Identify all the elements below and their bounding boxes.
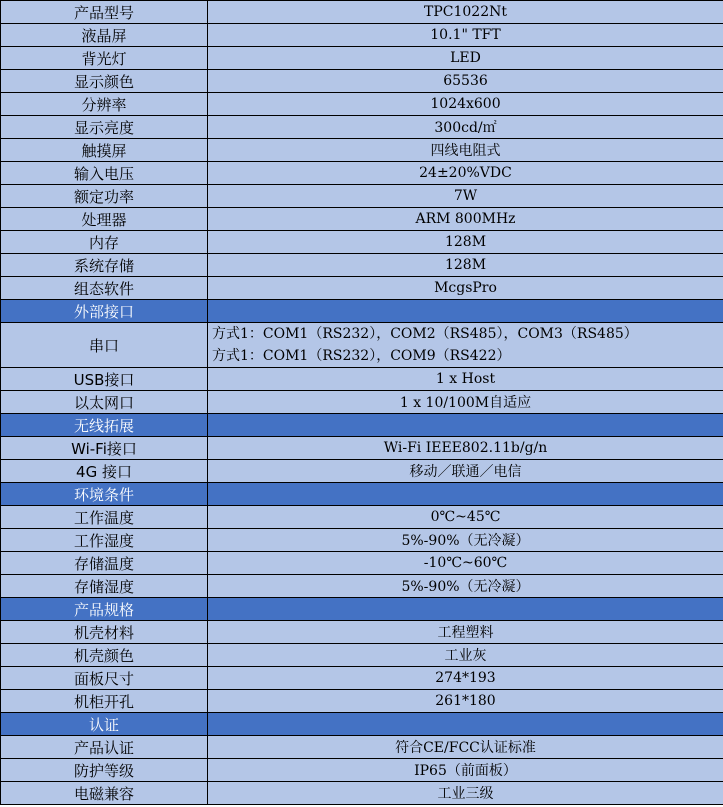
spec-row-power	[1, 185, 723, 208]
spec-label: 触摸屏	[1, 139, 208, 162]
spec-value: -10℃~60℃	[208, 552, 723, 575]
spec-value: 四线电阻式	[208, 139, 723, 162]
spec-value: 符合CE/FCC认证标准	[208, 736, 723, 759]
spec-label: 产品型号	[1, 1, 208, 24]
section-label: 认证	[1, 713, 208, 736]
spec-label: 显示颜色	[1, 70, 208, 93]
spec-row-cutout	[1, 690, 723, 713]
spec-value: LED	[208, 47, 723, 70]
spec-row-lcd	[1, 24, 723, 47]
spec-row-storage-humidity	[1, 575, 723, 598]
spec-row-model	[1, 1, 723, 24]
spec-label: 以太网口	[1, 391, 208, 414]
section-label: 环境条件	[1, 483, 208, 506]
spec-value: 65536	[208, 70, 723, 93]
spec-value	[208, 323, 723, 368]
spec-value: IP65（前面板）	[208, 759, 723, 782]
spec-row-processor	[1, 208, 723, 231]
spec-label: 面板尺寸	[1, 667, 208, 690]
spec-row-brightness	[1, 116, 723, 139]
spec-label: 组态软件	[1, 277, 208, 300]
section-label: 产品规格	[1, 598, 208, 621]
spec-label: 防护等级	[1, 759, 208, 782]
spec-row-emc	[1, 782, 723, 805]
spec-label: 显示亮度	[1, 116, 208, 139]
spec-row-housing-color	[1, 644, 723, 667]
spec-label: 存储湿度	[1, 575, 208, 598]
section-row-interfaces	[1, 300, 723, 323]
spec-row-resolution	[1, 93, 723, 116]
spec-row-4g	[1, 460, 723, 483]
spec-row-usb	[1, 368, 723, 391]
spec-value: 工程塑料	[208, 621, 723, 644]
spec-row-product-cert	[1, 736, 723, 759]
spec-label: 存储温度	[1, 552, 208, 575]
spec-value: 7W	[208, 185, 723, 208]
spec-label: 机壳颜色	[1, 644, 208, 667]
section-value	[208, 713, 723, 736]
spec-value: Wi-Fi IEEE802.11b/g/n	[208, 437, 723, 460]
spec-row-storage-temp	[1, 552, 723, 575]
spec-value: McgsPro	[208, 277, 723, 300]
spec-label: 工作温度	[1, 506, 208, 529]
spec-value: 5%-90%（无冷凝）	[208, 529, 723, 552]
spec-row-serial	[1, 323, 723, 368]
section-value	[208, 414, 723, 437]
spec-value: ARM 800MHz	[208, 208, 723, 231]
spec-label: 产品认证	[1, 736, 208, 759]
spec-label: 系统存储	[1, 254, 208, 277]
spec-label: 分辨率	[1, 93, 208, 116]
spec-row-colors	[1, 70, 723, 93]
spec-value: 移动／联通／电信	[208, 460, 723, 483]
spec-label: 机壳材料	[1, 621, 208, 644]
spec-value: 261*180	[208, 690, 723, 713]
spec-label: 液晶屏	[1, 24, 208, 47]
serial-mode-line-1: 方式1：COM1（RS232），COM2（RS485），COM3（RS485）	[212, 326, 638, 342]
spec-label: USB接口	[1, 368, 208, 391]
spec-value: 1024x600	[208, 93, 723, 116]
spec-row-backlight	[1, 47, 723, 70]
spec-row-input-voltage	[1, 162, 723, 185]
section-value	[208, 598, 723, 621]
section-label: 外部接口	[1, 300, 208, 323]
spec-value: 工业灰	[208, 644, 723, 667]
section-row-product-spec	[1, 598, 723, 621]
spec-label: Wi-Fi接口	[1, 437, 208, 460]
spec-value: 0℃~45℃	[208, 506, 723, 529]
spec-value: 1 x 10/100M自适应	[208, 391, 723, 414]
section-row-environment	[1, 483, 723, 506]
spec-value: 128M	[208, 231, 723, 254]
spec-label: 串口	[1, 323, 208, 368]
spec-row-memory	[1, 231, 723, 254]
spec-label: 4G 接口	[1, 460, 208, 483]
spec-row-software	[1, 277, 723, 300]
spec-row-wifi	[1, 437, 723, 460]
spec-row-ethernet	[1, 391, 723, 414]
spec-label: 输入电压	[1, 162, 208, 185]
spec-label: 电磁兼容	[1, 782, 208, 805]
section-value	[208, 483, 723, 506]
section-row-wireless	[1, 414, 723, 437]
spec-label: 处理器	[1, 208, 208, 231]
section-label: 无线拓展	[1, 414, 208, 437]
spec-value: 10.1" TFT	[208, 24, 723, 47]
spec-label: 背光灯	[1, 47, 208, 70]
spec-label: 机柜开孔	[1, 690, 208, 713]
spec-row-storage	[1, 254, 723, 277]
spec-label: 工作湿度	[1, 529, 208, 552]
spec-value: 128M	[208, 254, 723, 277]
spec-row-protection	[1, 759, 723, 782]
serial-mode-line-2: 方式1：COM1（RS232），COM9（RS422）	[212, 348, 511, 364]
spec-label: 额定功率	[1, 185, 208, 208]
spec-label: 内存	[1, 231, 208, 254]
spec-row-operating-temp	[1, 506, 723, 529]
section-row-certification	[1, 713, 723, 736]
spec-value: 274*193	[208, 667, 723, 690]
spec-row-touchscreen	[1, 139, 723, 162]
spec-row-housing-material	[1, 621, 723, 644]
section-value	[208, 300, 723, 323]
spec-value: 5%-90%（无冷凝）	[208, 575, 723, 598]
spec-value: 24±20%VDC	[208, 162, 723, 185]
spec-value: 工业三级	[208, 782, 723, 805]
spec-row-panel-size	[1, 667, 723, 690]
spec-value: 300cd/㎡	[208, 116, 723, 139]
spec-value: 1 x Host	[208, 368, 723, 391]
spec-value: TPC1022Nt	[208, 1, 723, 24]
spec-row-operating-humidity	[1, 529, 723, 552]
